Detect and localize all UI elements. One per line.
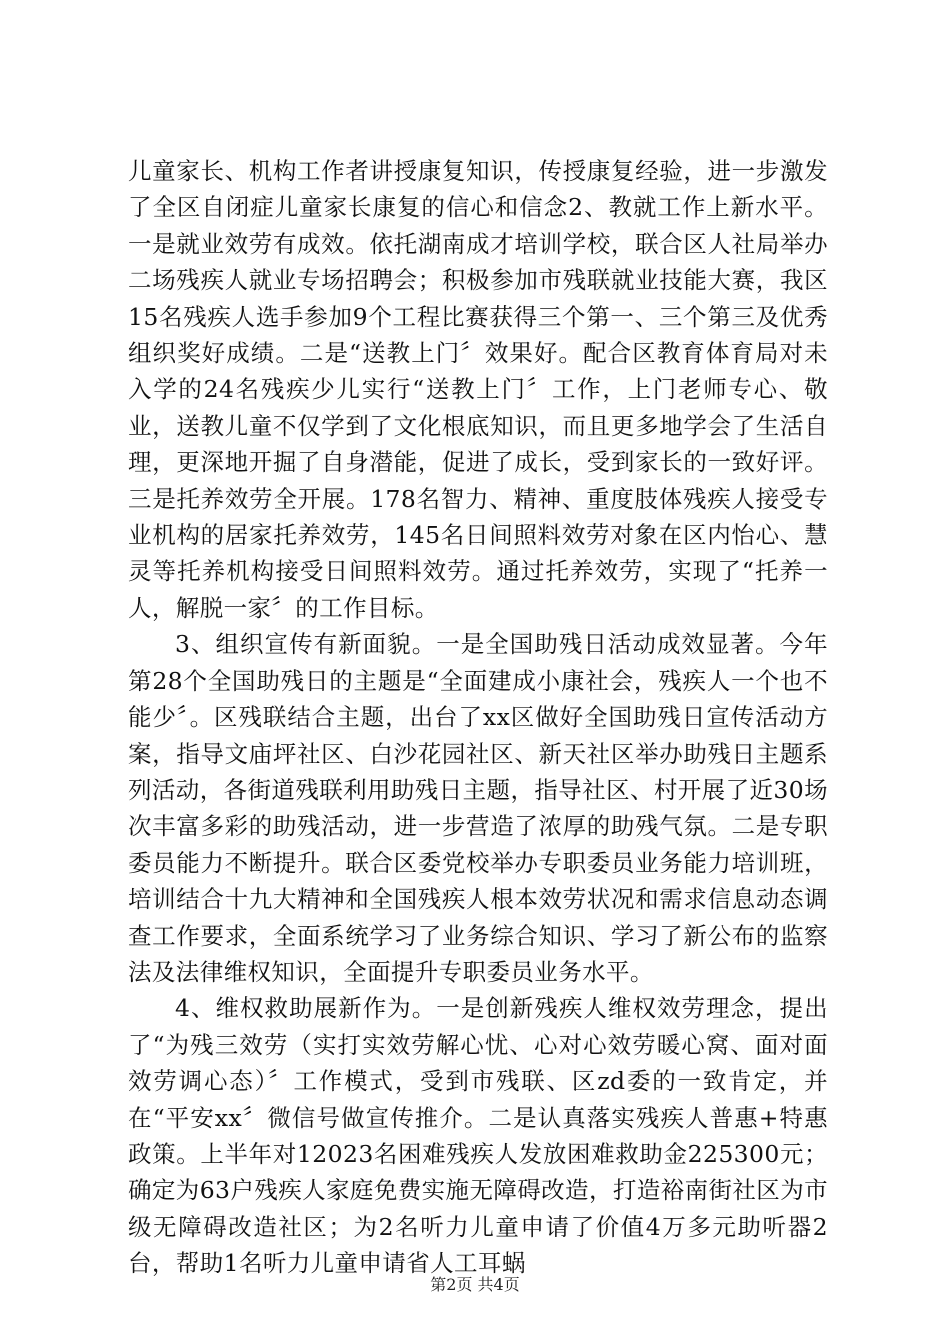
- paragraph-organization-publicity: 3、组织宣传有新面貌。一是全国助残日活动成效显著。今年第28个全国助残日的主题是“全面建成小康社会，残疾人一个也不能少〞。区残联结合主题，出台了xx区做好全国助残日宣传活动方案，指导文庙坪社区、白沙花园社区、新天社区举办助残日主题系列活动，各街道残联利用助残日主题，指导社区、村开展了近30场次丰富多彩的助残活动，进一步营造了浓厚的助残气氛。二是专职委员能力不断提升。联合区委党校举办专职委员业务能力培训班，培训结合十九大精神和全国残疾人根本效劳状况和需求信息动态调查工作要求，全面系统学习了业务综合知识、学习了新公布的监察法及法律维权知识，全面提升专职委员业务水平。: [128, 630, 828, 986]
- document-body: [128, 153, 828, 1282]
- paragraph-rights-assistance: 4、维权救助展新作为。一是创新残疾人维权效劳理念，提出了“为残三效劳（实打实效劳解心忧、心对心效劳暖心窝、面对面效劳调心态）〞工作模式，受到市残联、区zd委的一致肯定，并在“平安xx〞微信号做宣传推介。二是认真落实残疾人普惠+特惠政策。上半年对12023名困难残疾人发放困难救助金225300元；确定为63户残疾人家庭免费实施无障碍改造，打造裕南街社区为市级无障碍改造社区；为2名听力儿童申请了价值4万多元助听器2台，帮助1名听力儿童申请省人工耳蜗: [128, 994, 828, 1278]
- page-footer: 第2页 共4页: [430, 1275, 520, 1294]
- paragraph-continued: 儿童家长、机构工作者讲授康复知识，传授康复经验，进一步激发了全区自闭症儿童家长康复的信心和信念2、教就工作上新水平。一是就业效劳有成效。依托湖南成才培训学校，联合区人社局举办二场残疾人就业专场招聘会；积极参加市残联就业技能大赛，我区15名残疾人选手参加9个工程比赛获得三个第一、三个第三及优秀组织奖好成绩。二是“送教上门〞效果好。配合区教育体育局对未入学的24名残疾少儿实行“送教上门〞工作，上门老师专心、敬业，送教儿童不仅学到了文化根底知识，而且更多地学会了生活自理，更深地开掘了自身潜能，促进了成长，受到家长的一致好评。三是托养效劳全开展。178名智力、精神、重度肢体残疾人接受专业机构的居家托养效劳，145名日间照料效劳对象在区内怡心、慧灵等托养机构接受日间照料效劳。通过托养效劳，实现了“托养一人，解脱一家〞的工作目标。: [128, 157, 828, 622]
